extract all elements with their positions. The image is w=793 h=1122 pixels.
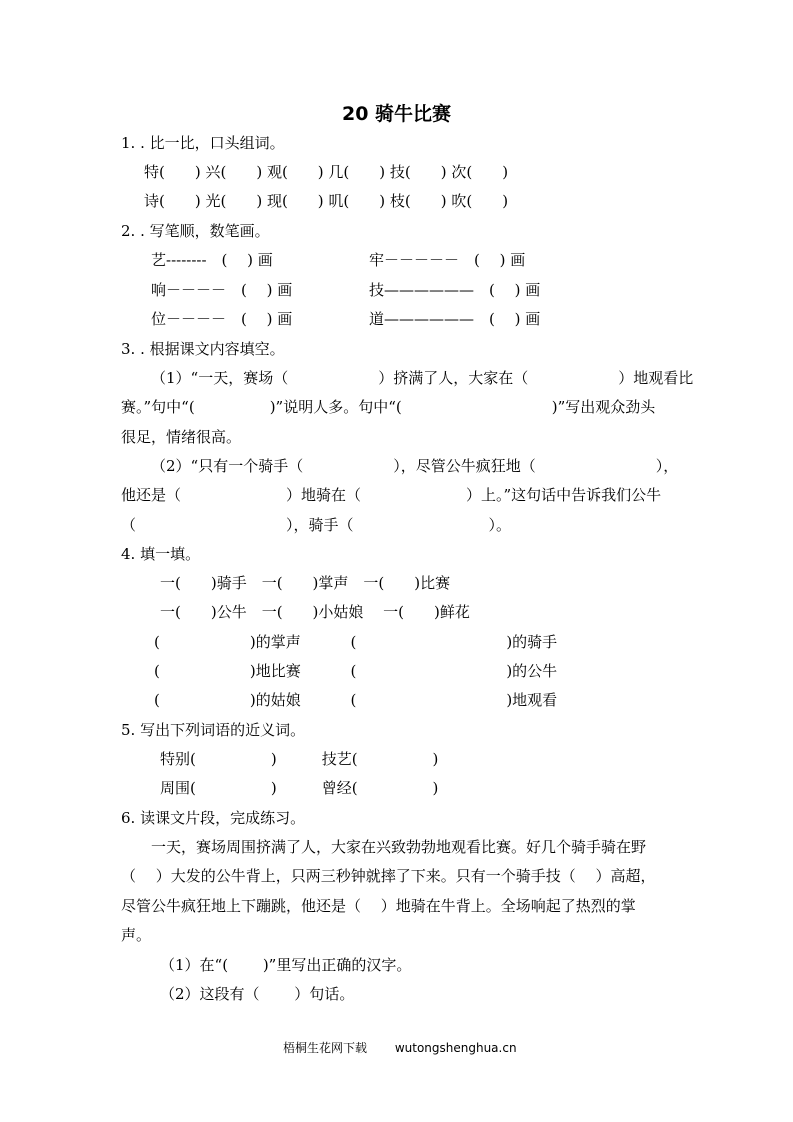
q5-heading: 5. 写出下列词语的近义词。 [121, 721, 306, 739]
q2-row-left: 艺-------- ( ) 画 [151, 251, 273, 269]
q4-line: 一( )公牛 一( )小姑娘 一( )鲜花 [160, 603, 470, 621]
q1-row: 诗( ) 光( ) 现( ) 叽( ) 枝( ) 吹( ) [144, 192, 509, 210]
q6-line: （2）这段有（ ）句话。 [160, 985, 355, 1003]
q3-heading: 3. . 根据课文内容填空。 [121, 340, 285, 358]
q4-line: ( )地比赛 ( )的公牛 [154, 662, 558, 680]
q2-row-left: 位－－－－ ( ) 画 [151, 310, 293, 328]
q6-line: 尽管公牛疯狂地上下蹦跳，他还是（ ）地骑在牛背上。全场响起了热烈的掌 [121, 897, 636, 915]
q3-line: 他还是（ ）地骑在（ ）上。”这句话中告诉我们公牛 [121, 486, 662, 504]
q3-line: 赛。”句中“( )”说明人多。句中“( )”写出观众劲头 [121, 398, 656, 416]
q6-line: 一天，赛场周围挤满了人，大家在兴致勃勃地观看比赛。好几个骑手骑在野 [151, 838, 647, 856]
q5-line: 周围( ) 曾经( ) [160, 779, 439, 797]
q3-line: （ ），骑手（ ）。 [121, 516, 512, 534]
q4-line: 一( )骑手 一( )掌声 一( )比赛 [160, 574, 451, 592]
q4-line: ( )的掌声 ( )的骑手 [154, 633, 558, 651]
q2-row-right: 牢－－－－－ ( ) 画 [369, 251, 526, 269]
q6-line: （1）在“( )”里写出正确的汉字。 [160, 956, 412, 974]
q1-row: 特( ) 兴( ) 观( ) 几( ) 技( ) 次( ) [144, 163, 509, 181]
q3-line: （2）“只有一个骑手（ ），尽管公牛疯狂地（ ）， [151, 457, 679, 475]
q6-line: 声。 [121, 926, 152, 944]
q3-line: （1）“一天，赛场（ ）挤满了人，大家在（ ）地观看比 [151, 369, 694, 387]
q2-row-left: 响－－－－ ( ) 画 [151, 281, 293, 299]
q5-line: 特别( ) 技艺( ) [160, 750, 439, 768]
q3-line: 很足，情绪很高。 [121, 428, 242, 446]
q2-row-right: 技—————— ( ) 画 [369, 281, 541, 299]
q4-line: ( )的姑娘 ( )地观看 [154, 691, 558, 709]
q2-heading: 2. . 写笔顺，数笔画。 [121, 222, 270, 240]
footer-source: 梧桐生花网下载 wutongshenghua.cn [283, 1041, 517, 1055]
q2-row-right: 道—————— ( ) 画 [369, 310, 541, 328]
q4-heading: 4. 填一填。 [121, 545, 201, 563]
q6-heading: 6. 读课文片段，完成练习。 [121, 809, 306, 827]
q6-line: （ ）大发的公牛背上，只两三秒钟就摔了下来。只有一个骑手技（ ）高超， [121, 867, 656, 885]
q1-heading: 1. . 比一比，口头组词。 [121, 134, 285, 152]
page-title: 20 骑牛比赛 [341, 103, 452, 125]
